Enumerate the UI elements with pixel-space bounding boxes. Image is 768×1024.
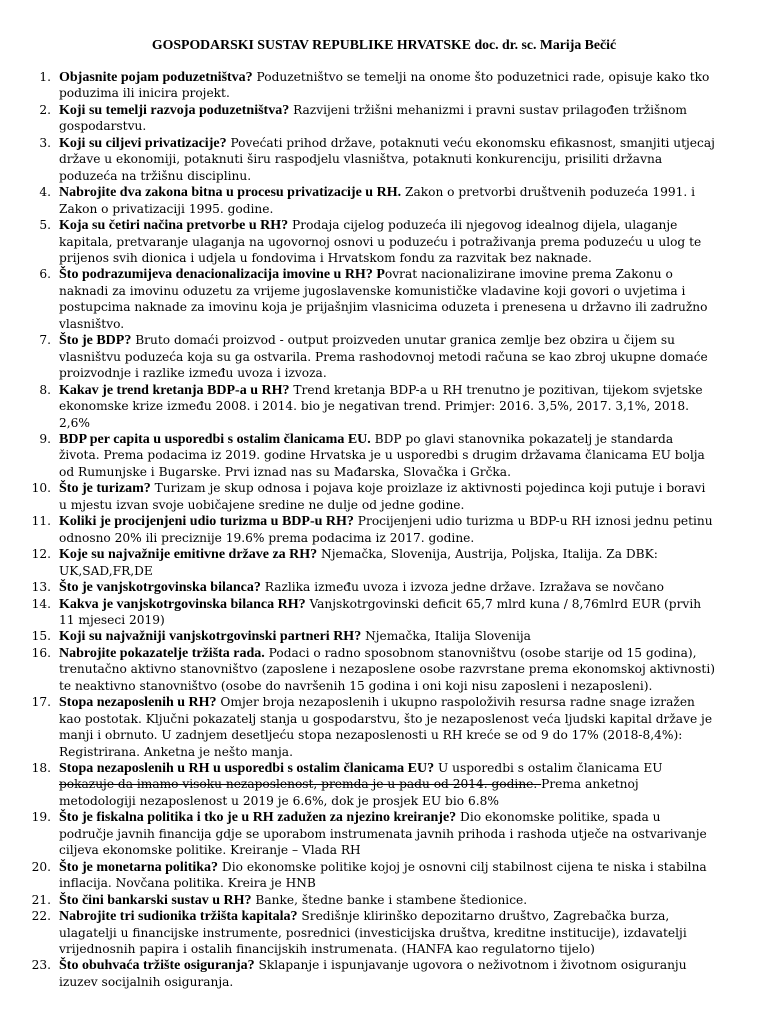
list-item <box>0 628 715 644</box>
question-text: Što čini bankarski sustav u RH? <box>59 892 252 908</box>
question-text: Što je turizam? <box>59 481 151 497</box>
item-number: 3. <box>39 135 51 150</box>
answer-text: Banke, štedne banke i stambene štedionice. <box>251 892 528 907</box>
question-text: Kakva je vanjskotrgovinska bilanca RH? <box>59 596 306 612</box>
list-item <box>0 135 715 184</box>
list-item <box>0 546 715 579</box>
answer-text: Omjer broja nezaposlenih i ukupno raspoloživih resursa radne snage izražen kao postotak. Ključni pokazatelj stanja u gospodarstvu, što je nezaposlenost veća ljudski kapital države je manji i obrnuto. U zadnjem desetljeću stopa nezaposlenosti u RH kreće se od 9 do 17% (2018-8,4%): Registrirana. Anketna je nešto manja. <box>59 695 713 759</box>
list-item <box>0 892 715 908</box>
item-number: 9. <box>39 431 51 446</box>
answer-text: Sklapanje i ispunjavanje ugovora o neživotnom i životnom osiguranju izuzev socijalnih osiguranja. <box>59 958 687 989</box>
answer-text: Zakon o pretvorbi društvenih poduzeća 1991. i Zakon o privatizaciji 1995. godine. <box>59 185 695 216</box>
item-number: 5. <box>39 218 51 233</box>
question-text: BDP per capita u usporedbi s ostalim članicama EU. <box>59 431 371 447</box>
question-text: Nabrojite pokazatelje tržišta rada. <box>59 645 265 661</box>
question-text: Što obuhvaća tržište osiguranja? <box>59 958 255 974</box>
answer-text: Trend kretanja BDP-a u RH trenutno je pozitivan, tijekom svjetske ekonomske krize između 2008. i 2014. bio je negativan trend. Primjer: 2016. 3,5%, 2017. 3,1%, 2018. 2,6% <box>59 382 703 430</box>
list-item <box>0 102 715 135</box>
list-item <box>0 760 715 809</box>
question-text: Što je fiskalna politika i tko je u RH zadužen za njezino kreiranje? <box>59 810 457 826</box>
answer-text: Vanjskotrgovinski deficit 65,7 mlrd kuna / 8,76mlrd EUR (prvih 11 mjeseci 2019) <box>59 596 702 627</box>
item-number: 21. <box>31 892 51 907</box>
answer-text: Razvijeni tržišni mehanizmi i pravni sustav prilagođen tržišnom gospodarstvu. <box>59 102 687 134</box>
item-number: 17. <box>31 695 51 710</box>
answer-text: ovrat nacionalizirane imovine prema Zakonu o naknadi za imovinu oduzetu za vrijeme jugoslavenske komunističke vladavine koji govori o uvjetima i postupcima naknade za imovinu koja je prijašnjim vlasnicima oduzeta i prenesena u državno ili zadružno vlasništvo. <box>59 267 708 331</box>
list-item <box>0 184 715 217</box>
list-item <box>0 596 715 629</box>
question-text: Koji su ciljevi privatizacije? <box>59 135 227 151</box>
answer-text: Bruto domaći proizvod - output proizveden unutar granica zemlje bez obzira u čijem su vlasništvu poduzeća koja su ga ostvarila. Prema rashodovnoj metodi računa se kao zbroj ukupne domaće proizvodnje i razlike između uvoza i izvoza. <box>59 333 708 381</box>
list-item <box>0 332 715 381</box>
question-text: Koliki je procijenjeni udio turizma u BDP-u RH? <box>59 514 354 530</box>
item-number: 7. <box>39 333 51 348</box>
list-item <box>0 859 715 892</box>
item-number: 11. <box>31 514 51 529</box>
item-number: 8. <box>39 382 51 397</box>
document-title: GOSPODARSKI SUSTAV REPUBLIKE HRVATSKE doc. dr. sc. Marija Bečić <box>151 37 617 52</box>
item-number: 20. <box>31 859 51 874</box>
question-text: Koje su najvažnije emitivne države za RH? <box>59 547 318 563</box>
answer-text: Dio ekonomske politike kojoj je osnovni cilj stabilnost cijena te niska i stabilna inflacija. Novčana politika. Kreira je HNB <box>59 859 707 891</box>
answer-text: Središnje klirinško depozitarno društvo, Zagrebačka burza, ulagatelji u financijske instrumente, posrednici (investicijska društva, kreditne institucije), izdavatelji vrijednosnih papira i ostalih financijskih instrumenata. (HANFA kao regulatorno tijelo) <box>59 909 687 957</box>
question-text: Što podrazumijeva denacionalizacija imovine u RH? P <box>59 267 385 283</box>
list-item <box>0 694 715 760</box>
list-item <box>0 957 715 990</box>
item-number: 23. <box>31 958 51 973</box>
question-text: Što je BDP? <box>59 333 132 349</box>
question-text: Nabrojite tri sudionika tržišta kapitala? <box>59 909 298 925</box>
item-number: 1. <box>39 70 51 84</box>
answer-text: Njemačka, Slovenija, Austrija, Poljska, Italija. Za DBK: UK,SAD,FR,DE <box>59 547 658 578</box>
answer-text: Prema anketnoj metodologiji nezaposlenost u 2019 je 6.6%, dok je prosjek EU bio 6.8% <box>59 777 639 808</box>
item-number: 10. <box>31 481 51 496</box>
list-item <box>0 217 715 266</box>
answer-text: Njemačka, Italija Slovenija <box>361 629 531 644</box>
question-text: Objasnite pojam poduzetništva? <box>59 70 253 85</box>
answer-text: BDP po glavi stanovnika pokazatelj je standarda života. Prema podacima iz 2019. godine Hrvatska je u usporedbi s drugim državama članicama EU bolja od Rumunjske i Bugarske. Prvi iznad nas su Mađarska, Slovačka i Grčka. <box>59 431 705 479</box>
question-text: Stopa nezaposlenih u RH u usporedbi s ostalim članicama EU? <box>59 761 435 777</box>
answer-text: Procijenjeni udio turizma u BDP-u RH iznosi jednu petinu odnosno 20% ili preciznije 19.6% prema podacima iz 2017. godine. <box>59 514 713 545</box>
list-item <box>0 480 715 513</box>
item-number: 19. <box>31 810 51 825</box>
question-text: Stopa nezaposlenih u RH? <box>59 695 217 711</box>
list-item <box>0 382 715 431</box>
item-number: 6. <box>39 267 51 282</box>
question-text: Koji su najvažniji vanjskotrgovinski partneri RH? <box>59 629 362 645</box>
question-text: Što je vanjskotrgovinska bilanca? <box>59 580 261 596</box>
answer-text: Poduzetništvo se temelji na onome što poduzetnici rade, opisuje kako tko poduzima ili inicira projekt. <box>59 70 710 101</box>
list-item <box>0 69 715 102</box>
item-number: 18. <box>31 761 51 776</box>
answer-text: Razlika između uvoza i izvoza jedne države. Izražava se novčano <box>260 580 664 595</box>
item-number: 16. <box>31 645 51 660</box>
list-item <box>0 908 715 957</box>
list-item <box>0 266 715 332</box>
answer-text: Prodaja cijelog poduzeća ili njegovog idealnog dijela, ulaganje kapitala, pretvaranje ulaganja na ugovornoj osnovi u poduzeću i potraživanja prema poduzeću u ulog te prijenos svih dionica i udjela u fondovima i Hrvatskom fondu za razvitak bez naknade. <box>59 218 702 265</box>
item-number: 13. <box>31 580 51 595</box>
question-text: Koji su temelji razvoja poduzetništva? <box>59 102 290 118</box>
list-item <box>0 513 715 546</box>
list-item <box>0 809 715 858</box>
answer-text: Povećati prihod države, potaknuti veću ekonomsku efikasnost, smanjiti utjecaj države u ekonomiji, potaknuti širu raspodjelu vlasništva, potaknuti konkurenciju, prisiliti državna poduzeća na tržišnu disciplinu. <box>59 135 715 183</box>
item-number: 15. <box>31 629 51 644</box>
question-list <box>0 69 715 990</box>
item-number: 4. <box>39 185 51 200</box>
item-number: 12. <box>31 547 51 562</box>
struck-text: pokazuje da imamo visoku nezaposlenost, premda je u padu od 2014. godine. <box>59 777 542 792</box>
item-number: 14. <box>31 596 51 611</box>
list-item <box>0 431 715 480</box>
list-item <box>0 579 715 595</box>
question-text: Koja su četiri načina pretvorbe u RH? <box>59 218 289 234</box>
answer-text: Dio ekonomske politike, spada u područje javnih financija gdje se uporabom instrumenata javnih prihoda i rashoda utječe na ostvarivanje ciljeva ekonomske politike. Kreiranje – Vlada RH <box>59 810 707 858</box>
question-text: Što je monetarna politika? <box>59 859 219 875</box>
answer-text: Podaci o radno sposobnom stanovništvu (osobe starije od 15 godina), trenutačno aktivno stanovništvo (zaposlene i nezaposlene osobe razvrstane prema ekonomskoj aktivnosti) te neaktivno stanovništvo (osobe do navršenih 15 godina i oni koji nisu zaposleni i nezaposleni). <box>59 645 715 693</box>
item-number: 2. <box>39 102 51 117</box>
question-text: Nabrojite dva zakona bitna u procesu privatizacije u RH. <box>59 185 402 201</box>
answer-text: U usporedbi s ostalim članicama EU <box>434 761 663 776</box>
question-text: Kakav je trend kretanja BDP-a u RH? <box>59 382 290 398</box>
list-item <box>0 645 715 694</box>
answer-text: Turizam je skup odnosa i pojava koje proizlaze iz aktivnosti pojedinca koji putuje i boravi u mjestu izvan svoje uobičajene sredine ne dulje od jedne godine. <box>59 481 706 512</box>
item-number: 22. <box>31 909 51 924</box>
